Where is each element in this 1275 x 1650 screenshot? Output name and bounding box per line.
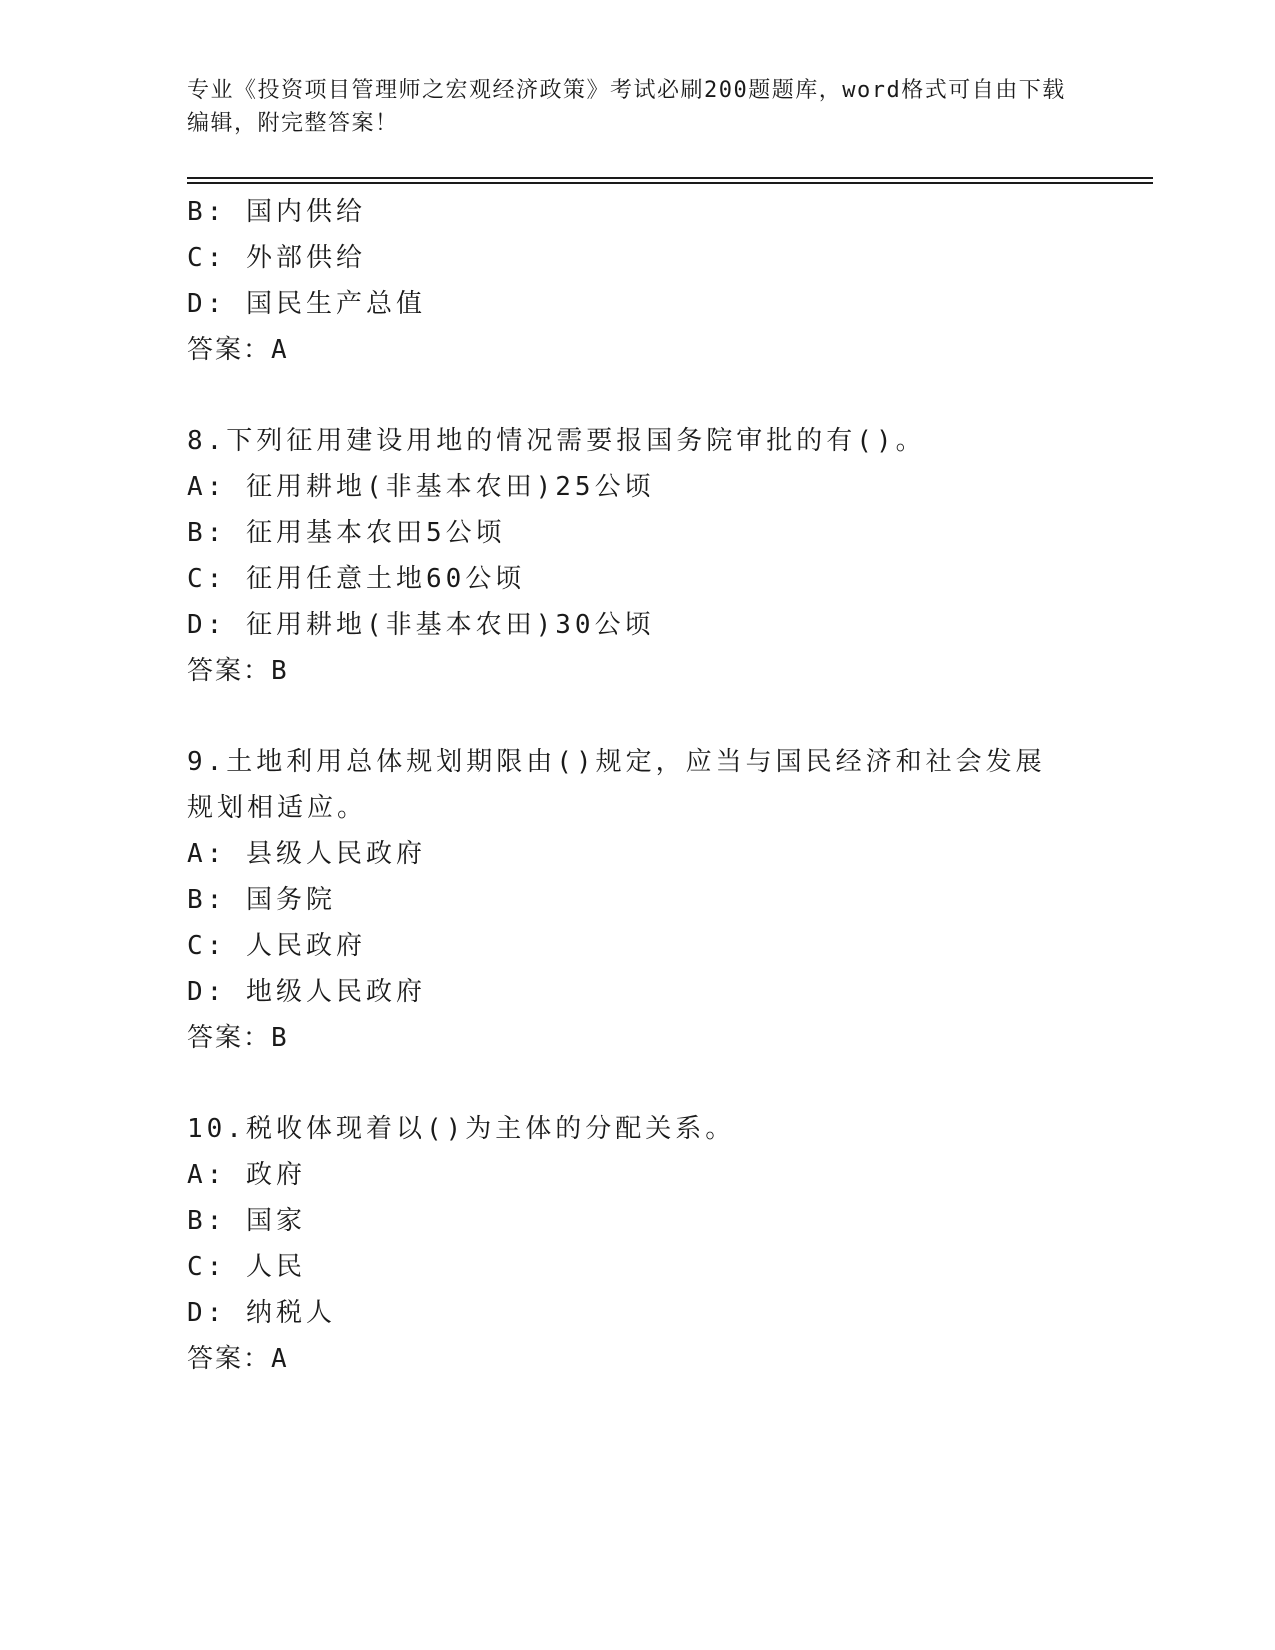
option-b: B: 国务院 [187,885,336,915]
question-10 [187,1106,1067,1382]
option-b: B: 征用基本农田5公顷 [187,518,506,548]
answer: 答案：B [187,1023,289,1053]
option-a: A: 政府 [187,1160,306,1190]
option-d: D: 纳税人 [187,1298,336,1328]
question-title: 8.下列征用建设用地的情况需要报国务院审批的有()。 [187,426,926,456]
previous-question-tail [187,189,1067,373]
question-list [187,189,1067,1382]
option-a: A: 征用耕地(非基本农田)25公顷 [187,472,655,502]
answer: 答案：A [187,1344,289,1374]
document-header: 专业《投资项目管理师之宏观经济政策》考试必刷200题题库，word格式可自由下载编辑，附完整答案！ [187,78,1066,136]
header-divider-top [187,177,1153,179]
question-8 [187,418,1067,694]
option-d: D: 地级人民政府 [187,977,426,1007]
option-c: C: 人民 [187,1252,306,1282]
option-d: D: 国民生产总值 [187,289,426,319]
option-b: B: 国家 [187,1206,306,1236]
question-9 [187,739,1067,1061]
option-b: B: 国内供给 [187,197,366,227]
answer: 答案：B [187,656,289,686]
option-c: C: 征用任意土地60公顷 [187,564,526,594]
question-title: 9.土地利用总体规划期限由()规定，应当与国民经济和社会发展规划相适应。 [187,747,1046,823]
header-divider-bottom [187,182,1153,184]
option-c: C: 人民政府 [187,931,366,961]
option-d: D: 征用耕地(非基本农田)30公顷 [187,610,655,640]
option-c: C: 外部供给 [187,243,366,273]
question-title: 10.税收体现着以()为主体的分配关系。 [187,1114,736,1144]
option-a: A: 县级人民政府 [187,839,426,869]
answer: 答案：A [187,335,289,365]
